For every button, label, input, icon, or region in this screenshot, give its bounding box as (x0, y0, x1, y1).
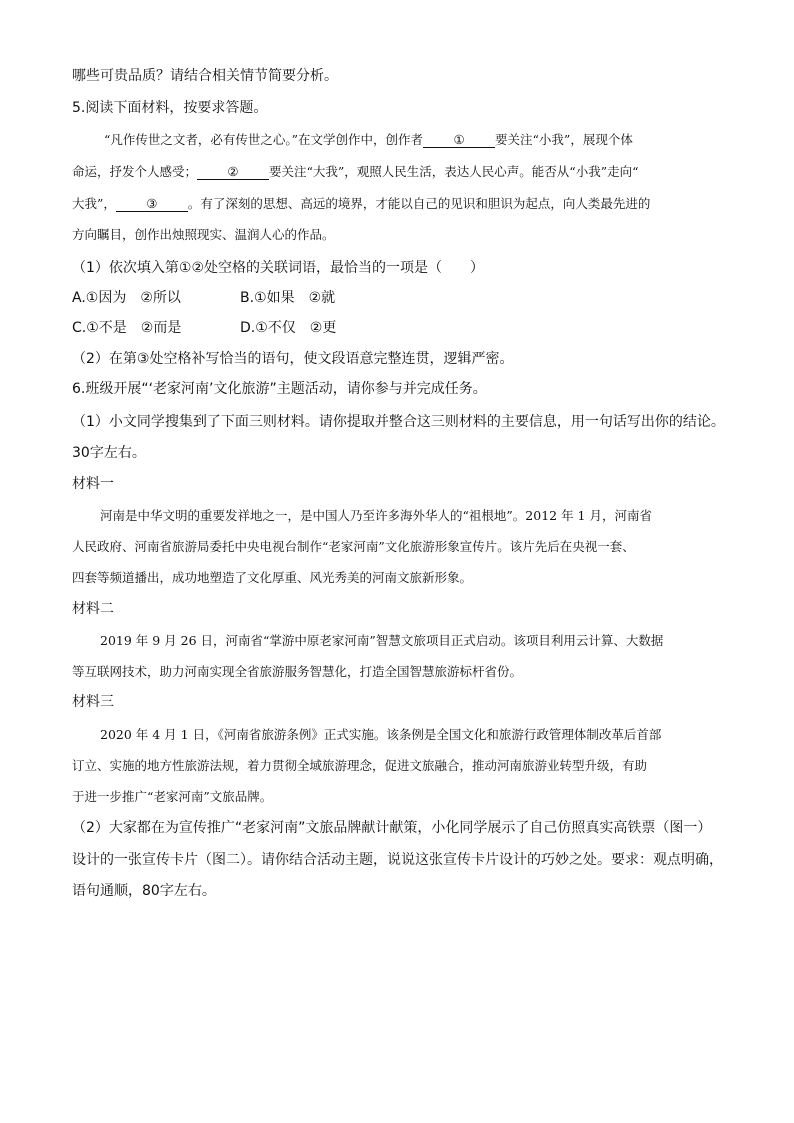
question-5-title: 5.阅读下面材料，按要求答题。 (72, 100, 268, 116)
material-1-line-3: 四套等频道播出，成功地塑造了文化厚重、风光秀美的河南文旅新形象。 (72, 570, 473, 585)
question-5-sub-1: （1）依次填入第①②处空格的关联词语，最恰当的一项是（ ） (72, 260, 485, 276)
material-3-line-1: 2020 年 4 月 1 日，《河南省旅游条例》正式实施。该条例是全国文化和旅游行政管理体制改革后首部 (100, 727, 662, 742)
option-a: A.①因为 ②所以 (72, 290, 181, 306)
passage-line-4: 方向瞩目，创作出烛照现实、温润人心的作品。 (72, 227, 335, 242)
material-1-title: 材料一 (72, 476, 114, 492)
material-2-line-2: 等互联网技术，助力河南实现全省旅游服务智慧化，打造全国智慧旅游标杆省份。 (72, 664, 523, 679)
material-2-line-1: 2019 年 9 月 26 日，河南省“掌游中原老家河南”智慧文旅项目正式启动。该项目利用云计算、大数据 (100, 633, 664, 648)
question-6-sub-2-line-3: 语句通顺，80字左右。 (72, 883, 216, 899)
passage-line-1: “凡作传世之文者，必有传世之心。”在文学创作中，创作者 ① 要关注“小我”，展现个体 (104, 132, 633, 147)
material-3-line-3: 于进一步推广“老家河南”文旅品牌。 (72, 789, 273, 804)
option-d: D.①不仅 ②更 (240, 320, 337, 336)
question-6-sub-1-line-2: 30字左右。 (72, 445, 146, 461)
question-4-tail: 哪些可贵品质？请结合相关情节简要分析。 (72, 68, 338, 84)
question-6-sub-1-line-1: （1）小文同学搜集到了下面三则材料。请你提取并整合这三则材料的主要信息，用一句话写出你的结论。 (72, 414, 725, 430)
question-6-sub-2-line-2: 设计的一张宣传卡片（图二）。请你结合活动主题，说说这张宣传卡片设计的巧妙之处。要求：观点明确， (72, 852, 723, 868)
option-b: B.①如果 ②就 (240, 290, 336, 306)
material-2-title: 材料二 (72, 601, 114, 617)
question-6-title: 6.班级开展“‘老家河南’文化旅游”主题活动，请你参与并完成任务。 (72, 381, 487, 397)
material-3-line-2: 订立、实施的地方性旅游法规，着力贯彻全域旅游理念，促进文旅融合，推动河南旅游业转型升级，有助 (72, 758, 648, 773)
question-5-sub-2: （2）在第③处空格补写恰当的语句，使文段语意完整连贯，逻辑严密。 (72, 351, 514, 367)
material-1-line-1: 河南是中华文明的重要发祥地之一，是中国人乃至许多海外华人的“祖根地”。2012 年 1 月，河南省 (100, 508, 652, 523)
question-6-sub-2-line-1: （2）大家都在为宣传推广“老家河南”文旅品牌献计献策，小化同学展示了自己仿照真实高铁票（图一） (72, 820, 712, 836)
blank-2: ② (197, 164, 269, 180)
passage-line-3: 大我”， ③ 。有了深刻的思想、高远的境界，才能以自己的见识和胆识为起点，向人类最先进的 (72, 196, 651, 211)
material-1-line-2: 人民政府、河南省旅游局委托中央电视台制作“老家河南”文化旅游形象宣传片。该片先后在央视一套、 (72, 539, 635, 554)
blank-3: ③ (116, 196, 188, 212)
blank-1: ① (423, 132, 495, 148)
passage-line-2: 命运，抒发个人感受； ② 要关注“大我”，观照人民生活，表达人民心声。能否从“小我”走向“ (72, 164, 639, 179)
material-3-title: 材料三 (72, 694, 114, 710)
option-c: C.①不是 ②而是 (72, 320, 182, 336)
